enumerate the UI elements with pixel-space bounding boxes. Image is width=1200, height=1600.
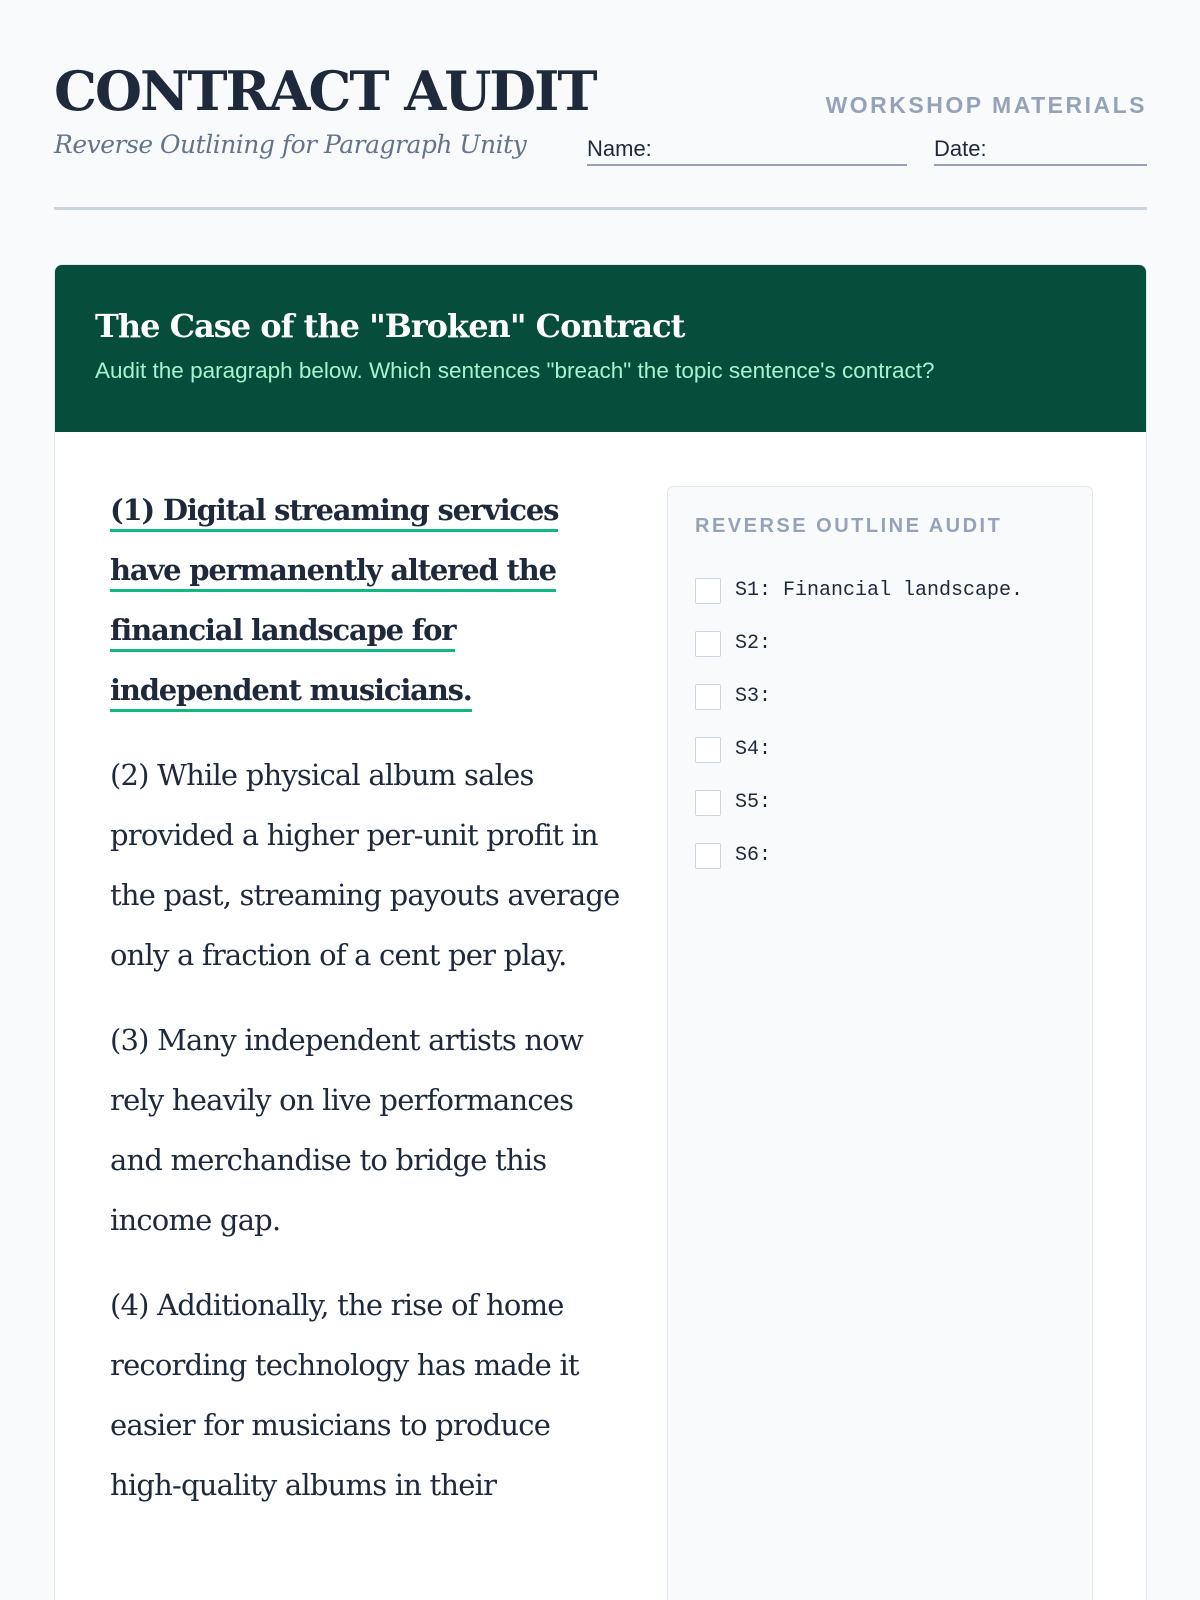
- audit-checkbox[interactable]: [695, 843, 721, 869]
- audit-checkbox[interactable]: [695, 737, 721, 763]
- audit-item-s3[interactable]: [695, 670, 1065, 723]
- date-field[interactable]: [934, 132, 1147, 166]
- audit-item-label: S4:: [735, 738, 772, 761]
- audit-item-label: S1: Financial landscape.: [735, 579, 1024, 602]
- audit-checkbox[interactable]: [695, 631, 721, 657]
- audit-item-s2[interactable]: [695, 617, 1065, 670]
- audit-paragraph: [110, 480, 620, 1540]
- audit-item-s5[interactable]: [695, 776, 1065, 829]
- exercise-card: [54, 264, 1147, 1600]
- audit-checkbox[interactable]: [695, 790, 721, 816]
- page-title: CONTRACT AUDIT: [54, 59, 596, 123]
- reverse-outline-title: REVERSE OUTLINE AUDIT: [695, 515, 1003, 537]
- topic-sentence: [110, 480, 620, 720]
- name-field[interactable]: [587, 132, 907, 166]
- audit-item-label: S3:: [735, 685, 772, 708]
- sentence-4: (4) Additionally, the rise of home recording technology has made it easier for musicians to produce high-quality albums in their: [110, 1288, 579, 1502]
- audit-item-s1[interactable]: [695, 564, 1065, 617]
- audit-item-s4[interactable]: [695, 723, 1065, 776]
- exercise-title: The Case of the "Broken" Contract: [95, 307, 685, 345]
- workshop-tag: WORKSHOP MATERIALS: [825, 92, 1147, 118]
- audit-item-s6[interactable]: [695, 829, 1065, 882]
- audit-item-label: S6:: [735, 844, 772, 867]
- date-label: Date:: [934, 136, 987, 161]
- name-label: Name:: [587, 136, 652, 161]
- worksheet-header: [54, 58, 1147, 210]
- reverse-outline-panel: [667, 486, 1093, 1600]
- sentence-2: (2) While physical album sales provided a higher per-unit profit in the past, streaming payouts average only a fraction of a cent per play.: [110, 758, 620, 972]
- page-subtitle: Reverse Outlining for Paragraph Unity: [54, 130, 527, 159]
- exercise-instructions: Audit the paragraph below. Which sentences "breach" the topic sentence's contract?: [95, 358, 935, 383]
- exercise-banner: [55, 265, 1146, 432]
- sentence-3: (3) Many independent artists now rely heavily on live performances and merchandise to bridge this income gap.: [110, 1023, 583, 1237]
- audit-checkbox[interactable]: [695, 578, 721, 604]
- header-divider: [54, 207, 1147, 210]
- audit-item-label: S5:: [735, 791, 772, 814]
- topic-sentence-text: (1) Digital streaming services have permanently altered the financial landscape for independent musicians.: [110, 493, 558, 712]
- audit-checkbox[interactable]: [695, 684, 721, 710]
- audit-item-label: S2:: [735, 632, 772, 655]
